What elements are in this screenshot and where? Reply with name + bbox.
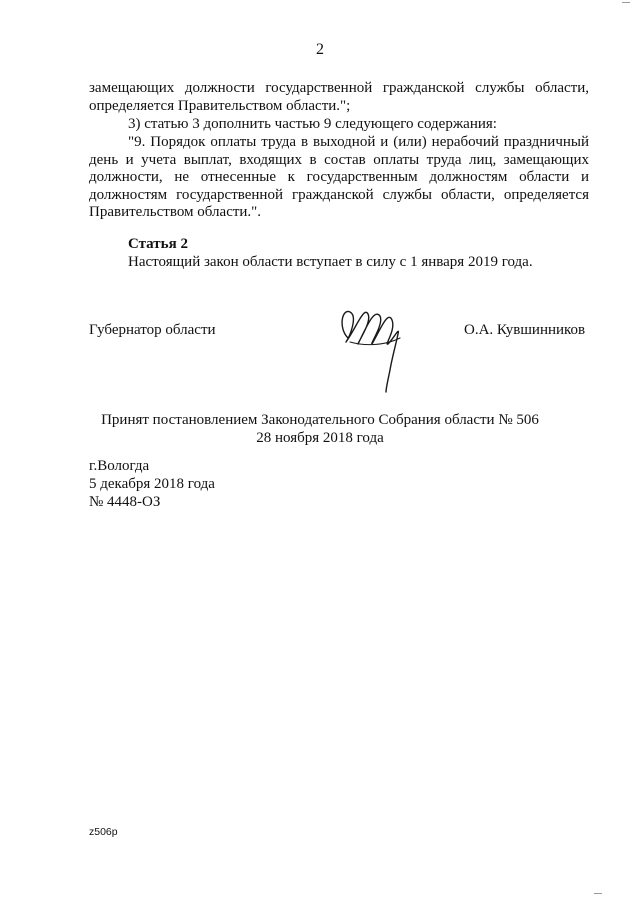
signing-date: 5 декабря 2018 года (89, 476, 215, 492)
footer-code: z506p (89, 826, 118, 838)
scan-mark-bottom-right (594, 893, 602, 894)
handwritten-signature (334, 298, 412, 396)
quote-text: "9. Порядок оплаты труда в выходной и (или) нерабочий праздничный день и учета выплат, входящих в состав оплаты труда лиц, замещающих должности, не отнесенные к государственным должностям области и должностям государственной гражданской службы области, определяется Правительством области.". (89, 134, 589, 221)
governor-name: О.А. Кувшинников (464, 322, 586, 338)
adoption-note (0, 412, 640, 447)
continuation-paragraph (89, 80, 589, 115)
adoption-line-2: 28 ноября 2018 года (256, 429, 384, 446)
law-number: № 4448-ОЗ (89, 494, 161, 510)
scan-mark-top-right (622, 2, 630, 3)
governor-title: Губернатор области (89, 322, 216, 338)
article-2-text: Настоящий закон области вступает в силу с 1 января 2019 года. (128, 253, 533, 270)
continuation-text: замещающих должности государственной гражданской службы области, определяется Правительством области."; (89, 80, 589, 114)
page-number: 2 (316, 41, 324, 58)
article-2 (128, 236, 533, 271)
city: г.Вологда (89, 458, 150, 474)
item-3-text: 3) статью 3 дополнить частью 9 следующего содержания: (128, 116, 497, 132)
adoption-line-1: Принят постановлением Законодательного Собрания области № 506 (101, 412, 539, 428)
article-2-heading: Статья 2 (128, 236, 188, 252)
item-3-paragraph (89, 116, 589, 134)
quote-paragraph (89, 134, 589, 222)
place-date-number (89, 457, 215, 511)
